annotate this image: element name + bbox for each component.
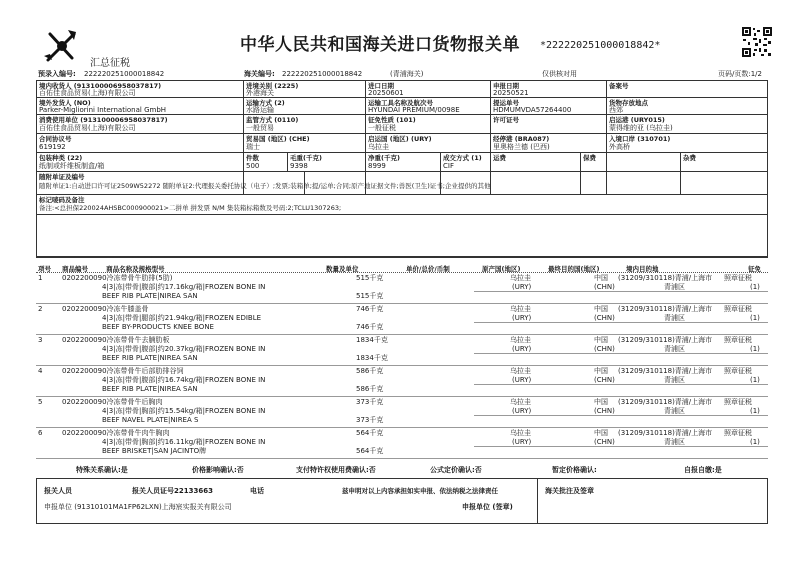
- agent: 申报单位 (91310101MA1FP62LXN)上海宸实报关有限公司: [44, 503, 232, 511]
- goods-subtotal-line: [474, 291, 768, 292]
- goods-qty: 746千克: [356, 305, 384, 313]
- customs-no-label: 海关编号:: [244, 70, 275, 78]
- deal-mode: CIF: [443, 162, 454, 170]
- goods-qty-2: 1834千克: [356, 354, 388, 362]
- consignee-label: 境内收货人 (913100006958037817): [39, 82, 162, 90]
- goods-row-divider: [36, 396, 768, 397]
- vessel-label: 运输工具名称及航次号: [368, 99, 433, 107]
- goods-name: 0202200090冷冻带骨牛肋排(5肋): [62, 274, 173, 282]
- goods-row-divider: [36, 365, 768, 366]
- goods-levy-code: (1): [750, 283, 760, 291]
- goods-domestic-2: 青浦区: [664, 407, 685, 415]
- goods-origin: 乌拉圭: [510, 336, 531, 344]
- goods-row-divider: [36, 427, 768, 428]
- goods-spec-en: BEEF RIB PLATE|NIREA SAN: [102, 385, 198, 393]
- goods-dest-code: (CHN): [594, 314, 615, 322]
- origin-country: 乌拉圭: [368, 143, 389, 151]
- goods-header-qty: 数量及单位: [326, 265, 359, 273]
- bl-label: 提运单号: [493, 99, 519, 107]
- pack-type-label: 包装种类 (22): [39, 154, 83, 162]
- transit-port: 里奥格兰德 (巴西): [493, 143, 550, 151]
- goods-subtotal-line: [474, 446, 768, 447]
- goods-dest-code: (CHN): [594, 438, 615, 446]
- goods-dest-code: (CHN): [594, 407, 615, 415]
- goods-origin: 乌拉圭: [510, 429, 531, 437]
- marks: 备注:<总担保220024AHSBC000900021>二拼单 拼发票 N/M 集装箱标箱数及号码:2;TCLU1307263;: [39, 204, 342, 212]
- goods-qty: 515千克: [356, 274, 384, 282]
- goods-domestic: (31209/310118)青浦/上海市: [618, 274, 713, 282]
- shipper-label: 境外发货人 (NO): [39, 99, 91, 107]
- transit-port-label: 经停港 (BRA087): [493, 135, 550, 143]
- goods-origin-code: (URY): [512, 345, 532, 353]
- goods-header-code-name: 商品编号 商品名称及规格型号: [62, 265, 165, 273]
- contract: 619192: [39, 143, 66, 151]
- goods-qty: 1834千克: [356, 336, 388, 344]
- goods-domestic: (31209/310118)青浦/上海市: [618, 305, 713, 313]
- confirm-self-pay: 自报自缴:是: [684, 466, 722, 474]
- goods-header-domestic: 境内目的地: [626, 265, 659, 273]
- goods-qty-2: 373千克: [356, 416, 384, 424]
- entry-point: 外高桥: [609, 143, 630, 151]
- goods-origin-code: (URY): [512, 438, 532, 446]
- goods-row-divider: [36, 458, 768, 459]
- levy-label: 征免性质 (101): [368, 116, 416, 124]
- goods-dest: 中国: [594, 274, 608, 282]
- qr-code: [742, 27, 772, 57]
- goods-levy: 照章征税: [724, 429, 752, 437]
- trade-country: 瑞士: [246, 143, 260, 151]
- freight-label: 运费: [493, 154, 506, 162]
- entry-port-label: 进境关别 (2225): [246, 82, 299, 90]
- storage-label: 货物存放地点: [609, 99, 648, 107]
- goods-subtotal-line: [474, 322, 768, 323]
- goods-header-dest: 最终目的国(地区): [548, 265, 600, 273]
- goods-levy: 照章征税: [724, 398, 752, 406]
- phone-label: 电话: [250, 487, 264, 495]
- goods-levy-code: (1): [750, 376, 760, 384]
- declarant-label: 报关人员: [44, 487, 72, 495]
- goods-seq: 4: [38, 367, 43, 375]
- barcode-text: *222220251000018842*: [540, 40, 661, 51]
- goods-spec-en: BEEF BY-PRODUCTS KNEE BONE: [102, 323, 214, 331]
- marks-label: 标记唛码及备注: [39, 196, 85, 204]
- goods-spec-en: BEEF RIB PLATE|NIREA SAN: [102, 292, 198, 300]
- goods-spec: 4|3|冻|带骨|胸部|约15.54kg/箱|FROZEN BONE IN: [102, 407, 266, 415]
- goods-domestic-2: 青浦区: [664, 314, 685, 322]
- goods-origin: 乌拉圭: [510, 305, 531, 313]
- declare-date-label: 申报日期: [493, 82, 519, 90]
- docs: 随附单证1:自动进口许可证2509W52272 随附单证2:代理报关委托协议（电子）;发票;装箱单;提/运单;合同;原产地证据文件;兽医(卫生)证书;企业提供的其他: [39, 182, 491, 190]
- origin-country-label: 启运国 (地区) (URY): [368, 135, 432, 143]
- goods-subtotal-line: [474, 384, 768, 385]
- goods-row-divider: [36, 303, 768, 304]
- gross-label: 毛重(千克): [290, 154, 322, 162]
- confirm-price-impact: 价格影响确认:否: [192, 466, 244, 474]
- goods-levy-code: (1): [750, 438, 760, 446]
- legal-statement: 兹申明对以上内容承担如实申报、依法纳税之法律责任: [342, 487, 498, 495]
- net-label: 净重(千克): [368, 154, 400, 162]
- goods-dest-code: (CHN): [594, 283, 615, 291]
- goods-domestic-2: 青浦区: [664, 345, 685, 353]
- tax-mode: 汇总征税: [90, 58, 130, 69]
- goods-origin: 乌拉圭: [510, 398, 531, 406]
- agent-seal-label: 申报单位 (签章): [462, 503, 513, 511]
- goods-dest: 中国: [594, 398, 608, 406]
- goods-header-origin: 原产国(地区): [482, 265, 521, 273]
- goods-dest: 中国: [594, 429, 608, 437]
- confirm-formula: 公式定价确认:否: [430, 466, 482, 474]
- levy: 一般征税: [368, 124, 396, 132]
- goods-spec-en: BEEF NAVEL PLATE|NIREA S: [102, 416, 199, 424]
- goods-domestic: (31209/310118)青浦/上海市: [618, 429, 713, 437]
- pre-entry-no: 222220251000018842: [84, 70, 165, 78]
- goods-header-levy: 征免: [748, 265, 761, 273]
- goods-subtotal-line: [474, 415, 768, 416]
- goods-header-price: 单价/总价/币制: [406, 265, 450, 273]
- pre-entry-label: 预录入编号:: [38, 70, 76, 78]
- goods-seq: 5: [38, 398, 43, 406]
- footer-box: [36, 478, 768, 524]
- insurance-label: 保费: [583, 154, 596, 162]
- bl: HDMUMVDA57264400: [493, 106, 572, 114]
- goods-domestic-2: 青浦区: [664, 283, 685, 291]
- goods-domestic: (31209/310118)青浦/上海市: [618, 336, 713, 344]
- goods-spec: 4|3|冻|带骨|腹部|约17.16kg/箱|FROZEN BONE IN: [102, 283, 266, 291]
- net: 8999: [368, 162, 386, 170]
- goods-qty-2: 515千克: [356, 292, 384, 300]
- goods-origin-code: (URY): [512, 283, 532, 291]
- goods-name: 0202200090冷冻牛膝盖骨: [62, 305, 149, 313]
- goods-dest: 中国: [594, 336, 608, 344]
- goods-dest: 中国: [594, 367, 608, 375]
- departure-port: 蒙得维的亚 (乌拉圭): [609, 124, 673, 132]
- goods-seq: 2: [38, 305, 43, 313]
- confirm-provisional: 暂定价格确认:: [552, 466, 597, 474]
- docs-label: 随附单证及编号: [39, 173, 85, 181]
- supervision-label: 监管方式 (0110): [246, 116, 299, 124]
- gross: 9398: [290, 162, 308, 170]
- goods-dest-code: (CHN): [594, 345, 615, 353]
- goods-qty: 586千克: [356, 367, 384, 375]
- customs-office: (青浦海关): [390, 70, 424, 78]
- import-date: 20250601: [368, 89, 404, 97]
- goods-name: 0202200090冷冻带骨牛后部肋排谷饲: [62, 367, 184, 375]
- license-label: 许可证号: [493, 116, 519, 124]
- goods-origin-code: (URY): [512, 376, 532, 384]
- goods-spec: 4|3|冻|带骨|腹部|约20.37kg/箱|FROZEN BONE IN: [102, 345, 266, 353]
- pack-type: 纸制或纤维板制盒/箱: [39, 162, 105, 170]
- entry-point-label: 入境口岸 (310701): [609, 135, 671, 143]
- transport-mode-label: 运输方式 (2): [246, 99, 285, 107]
- goods-qty-2: 586千克: [356, 385, 384, 393]
- goods-levy-code: (1): [750, 345, 760, 353]
- departure-port-label: 启运港 (URY015): [609, 116, 665, 124]
- customs-emblem: [40, 26, 84, 66]
- goods-origin: 乌拉圭: [510, 274, 531, 282]
- page-title: 中华人民共和国海关进口货物报关单: [240, 35, 520, 55]
- goods-dest-code: (CHN): [594, 376, 615, 384]
- entry-port: 外港海关: [246, 89, 274, 97]
- goods-name: 0202200090冷冻带骨牛肉牛胸肉: [62, 429, 170, 437]
- consignee: 百佑佳食品贸易(上海)有限公司: [39, 89, 136, 97]
- vessel: HYUNDAI PREMIUM/0098E: [368, 106, 460, 114]
- pieces: 500: [246, 162, 260, 170]
- goods-qty-2: 564千克: [356, 447, 384, 455]
- goods-domestic-2: 青浦区: [664, 376, 685, 384]
- goods-spec-en: BEEF RIB PLATE|NIREA SAN: [102, 354, 198, 362]
- contract-label: 合同协议号: [39, 135, 72, 143]
- supervision: 一般贸易: [246, 124, 274, 132]
- goods-qty: 373千克: [356, 398, 384, 406]
- pieces-label: 件数: [246, 154, 259, 162]
- goods-levy-code: (1): [750, 314, 760, 322]
- user-label: 消费使用单位 (913100006958037817): [39, 116, 168, 124]
- goods-spec-en: BEEF BRISKET|SAN JACINTO牌: [102, 447, 207, 455]
- goods-header-seq: 项号: [38, 265, 51, 273]
- confirm-royalty: 支付特许权使用费确认:否: [296, 466, 376, 474]
- goods-levy: 照章征税: [724, 274, 752, 282]
- goods-row-divider: [36, 334, 768, 335]
- goods-levy: 照章征税: [724, 367, 752, 375]
- goods-domestic: (31209/310118)青浦/上海市: [618, 367, 713, 375]
- goods-origin: 乌拉圭: [510, 367, 531, 375]
- verify-note: 仅供核对用: [542, 70, 577, 78]
- deal-mode-label: 成交方式 (1): [443, 154, 482, 162]
- goods-origin-code: (URY): [512, 314, 532, 322]
- trade-country-label: 贸易国 (地区) (CHE): [246, 135, 310, 143]
- shipper: Parker-Migliorini International GmbH: [39, 106, 167, 114]
- goods-spec: 4|3|冻|带骨|腿部|约21.94kg/箱|FROZEN EDIBLE: [102, 314, 262, 322]
- storage: 西郊: [609, 106, 623, 114]
- declarant-cert: 报关人员证号22133663: [132, 487, 213, 495]
- customs-no: 222220251000018842: [282, 70, 363, 78]
- goods-subtotal-line: [474, 353, 768, 354]
- user: 百佑佳食品贸易(上海)有限公司: [39, 124, 136, 132]
- goods-name: 0202200090冷冻带骨牛后胸肉: [62, 398, 163, 406]
- goods-levy-code: (1): [750, 407, 760, 415]
- confirm-special: 特殊关系确认:是: [76, 466, 128, 474]
- goods-qty-2: 746千克: [356, 323, 384, 331]
- transport-mode: 水路运输: [246, 106, 274, 114]
- goods-qty: 564千克: [356, 429, 384, 437]
- goods-seq: 3: [38, 336, 43, 344]
- goods-origin-code: (URY): [512, 407, 532, 415]
- goods-dest: 中国: [594, 305, 608, 313]
- declare-date: 20250521: [493, 89, 529, 97]
- goods-domestic: (31209/310118)青浦/上海市: [618, 398, 713, 406]
- import-date-label: 进口日期: [368, 82, 394, 90]
- customs-note-label: 海关批注及签章: [545, 487, 594, 495]
- goods-domestic-2: 青浦区: [664, 438, 685, 446]
- goods-seq: 1: [38, 274, 43, 282]
- page-indicator: 页码/页数:1/2: [718, 70, 762, 78]
- goods-name: 0202200090冷冻带骨牛去腩肋板: [62, 336, 170, 344]
- goods-seq: 6: [38, 429, 43, 437]
- goods-spec: 4|3|冻|带骨|腹部|约16.74kg/箱|FROZEN BONE IN: [102, 376, 266, 384]
- goods-levy: 照章征税: [724, 305, 752, 313]
- goods-spec: 4|3|冻|带骨|胸部|约16.11kg/箱|FROZEN BONE IN: [102, 438, 266, 446]
- record-no-label: 备案号: [609, 82, 629, 90]
- misc-label: 杂费: [683, 154, 696, 162]
- goods-levy: 照章征税: [724, 336, 752, 344]
